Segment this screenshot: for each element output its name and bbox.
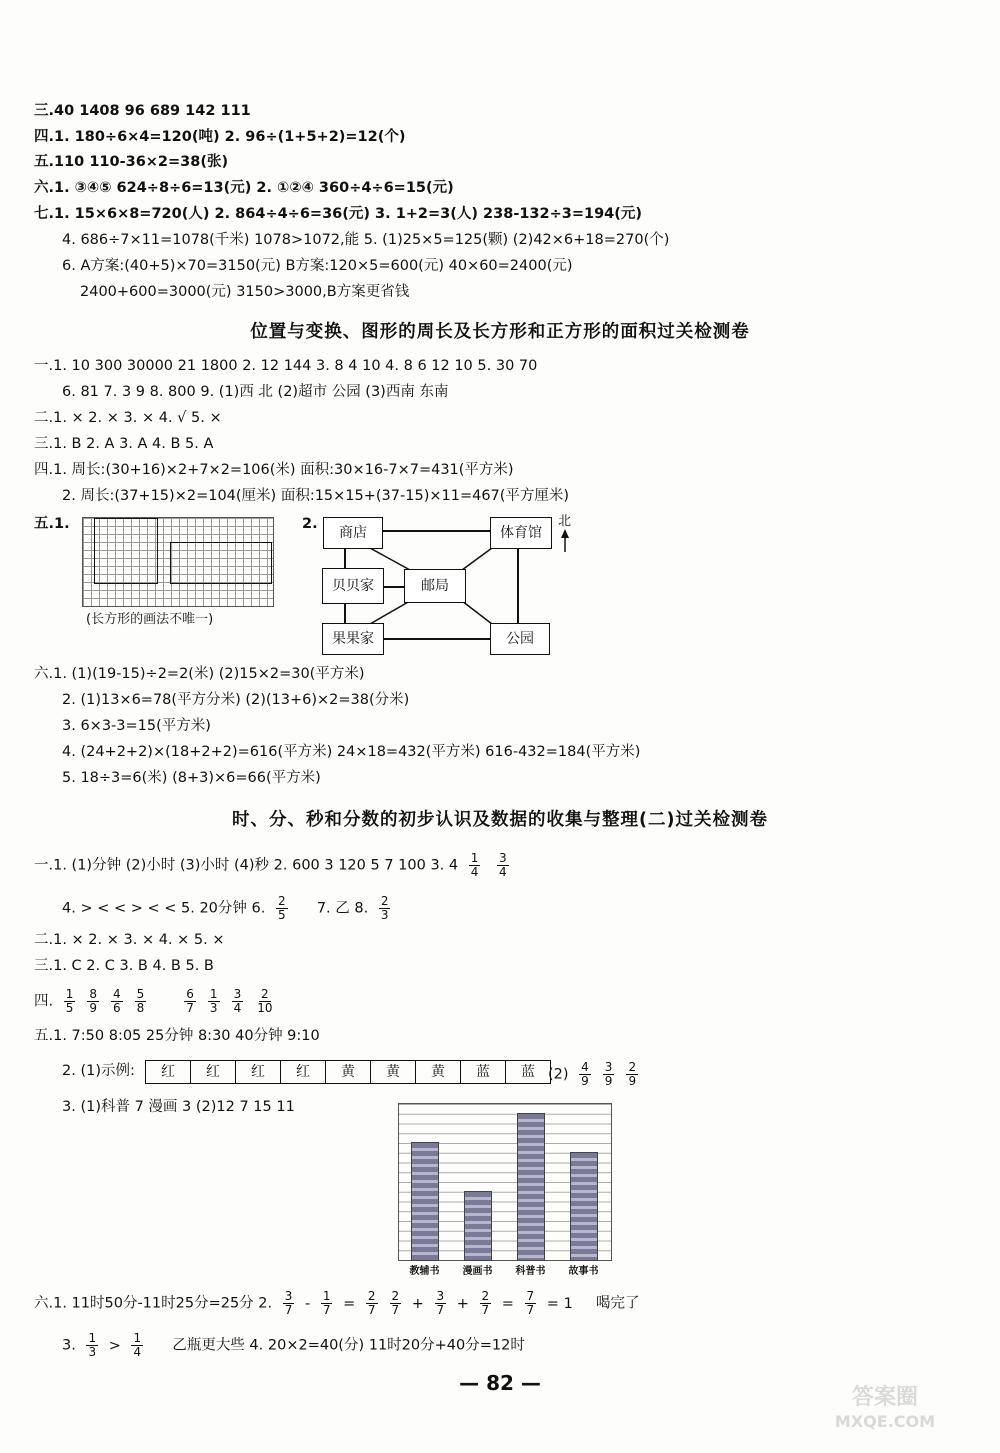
map-path (382, 586, 404, 588)
numerator: 3 (436, 1289, 445, 1303)
numerator: 1 (88, 1331, 97, 1345)
numerator: 2 (380, 894, 389, 908)
answer-line (34, 852, 515, 879)
numerator: 5 (136, 987, 145, 1001)
numerator: 3 (284, 1289, 293, 1303)
answer-line: 一.1. 10 300 30000 21 1800 2. 12 144 3. 8 4 10 4. 8 6 12 10 5. 30 70 (34, 358, 538, 374)
map-path (344, 603, 346, 623)
color-cell: 蓝 (521, 1064, 535, 1080)
fraction-comparison (80, 1331, 149, 1359)
x-tick-label: 故事书 (568, 1266, 599, 1277)
fraction-group (58, 987, 281, 1015)
numerator: 3 (604, 1060, 613, 1074)
fraction (366, 1290, 378, 1317)
answer-text: 4. > < < > < < 5. 20分钟 6. (62, 900, 266, 917)
color-sequence-table (145, 1060, 551, 1084)
answer-line: 6. A方案:(40+5)×70=3150(元) B方案:120×5=600(元) 40×60=2400(元) (62, 258, 573, 274)
fraction (255, 988, 274, 1015)
denominator: 8 (136, 1001, 145, 1015)
north-label: 北 (558, 514, 572, 529)
answer-text: 3. (62, 1337, 76, 1354)
answer-line (548, 1061, 644, 1088)
denominator: 7 (391, 1303, 400, 1317)
answer-line: 4. (24+2+2)×(18+2+2)=616(平方米) 24×18=432(平方米) 616-432=184(平方米) (62, 744, 641, 760)
color-cell: 黄 (326, 1061, 371, 1083)
numerator: 4 (581, 1060, 589, 1074)
map-path (462, 601, 492, 624)
denominator: 7 (481, 1303, 490, 1317)
fraction (626, 1061, 638, 1088)
answer-line: 三.1. C 2. C 3. B 4. B 5. B (34, 958, 214, 974)
answer-text: (2) (548, 1066, 569, 1083)
watermark-logo: 答案圈 MXQE.COM (834, 1385, 936, 1431)
fraction (276, 895, 288, 922)
map-path (370, 601, 410, 624)
map-path (517, 548, 519, 624)
fraction (579, 1061, 591, 1088)
numerator: 2 (628, 1060, 637, 1074)
numerator: 2 (277, 894, 286, 908)
answer-line: 5. 18÷3=6(米) (8+3)×6=66(平方米) (62, 770, 321, 786)
denominator: 7 (367, 1303, 376, 1317)
answer-line: 3. 6×3-3=15(平方米) (62, 718, 211, 734)
answer-line: 六.1. ③④⑤ 624÷8÷6=13(元) 2. ①②④ 360÷4÷6=15(元) (34, 180, 454, 196)
x-tick-label: 教辅书 (409, 1266, 440, 1277)
map-path (370, 530, 492, 532)
fraction-group (573, 1060, 644, 1088)
x-tick-label: 漫画书 (462, 1266, 493, 1277)
answer-line (62, 895, 396, 922)
answer-line: 2. (1)示例: (62, 1063, 135, 1079)
fraction (497, 852, 509, 879)
answer-text: 四. (34, 993, 54, 1010)
map-gym: 体育馆 (490, 517, 552, 549)
map-beibei-home: 贝贝家 (322, 568, 384, 604)
fraction (64, 988, 76, 1015)
section-title: 位置与变换、图形的周长及长方形和正方形的面积过关检测卷 (250, 322, 750, 342)
answer-line: 五.1. 7:50 8:05 25分钟 8:30 40分钟 9:10 (34, 1028, 320, 1044)
fraction (379, 895, 391, 922)
numerator: 2 (481, 1289, 490, 1303)
operator: = (338, 1295, 360, 1312)
operator: > (104, 1337, 126, 1354)
numerator: 2 (261, 987, 269, 1001)
denominator: 5 (277, 908, 286, 922)
answer-text: 乙瓶更大些 4. 20×2=40(分) 11时20分+40分=12时 (172, 1337, 525, 1354)
answer-line (62, 1332, 525, 1359)
denominator: 4 (498, 865, 507, 879)
denominator: 7 (186, 1001, 194, 1015)
answer-line: 二.1. × 2. × 3. × 4. × 5. × (34, 932, 225, 948)
map-path (370, 638, 492, 640)
fraction (469, 852, 481, 879)
fraction (135, 988, 147, 1015)
denominator: 10 (257, 1001, 273, 1015)
denominator: 3 (209, 1001, 218, 1015)
answer-text: 六.1. 11时50分-11时25分=25分 2. (34, 1295, 273, 1312)
operator: 1 (563, 1295, 578, 1312)
map-path (370, 548, 410, 570)
color-cell: 红 (191, 1061, 236, 1083)
color-cell: 红 (281, 1061, 326, 1083)
fraction-equation (277, 1289, 578, 1317)
question-label: 2. (302, 516, 318, 532)
numerator: 1 (133, 1331, 142, 1345)
map-post-office: 邮局 (404, 569, 466, 603)
operator: + (407, 1295, 429, 1312)
rectangle-drawing (170, 542, 272, 584)
square-drawing (94, 518, 158, 584)
answer-line: 七.1. 15×6×8=720(人) 2. 864÷4÷6=36(元) 3. 1+2=3(人) 238-132÷3=194(元) (34, 206, 643, 222)
denominator: 4 (133, 1345, 142, 1359)
numerator: 6 (186, 987, 194, 1001)
denominator: 4 (233, 1001, 242, 1015)
answer-line: 三.1. B 2. A 3. A 4. B 5. A (34, 436, 214, 452)
denominator: 5 (65, 1001, 74, 1015)
fraction (184, 988, 196, 1015)
fraction (86, 1332, 98, 1359)
numerator: 3 (233, 987, 242, 1001)
fraction (321, 1290, 333, 1317)
fraction (208, 988, 220, 1015)
bar-教辅书 (411, 1142, 440, 1261)
denominator: 3 (88, 1345, 97, 1359)
answer-line: 六.1. (1)(19-15)÷2=2(米) (2)15×2=30(平方米) (34, 666, 365, 682)
answer-line: 四.1. 周长:(30+16)×2+7×2=106(米) 面积:30×16-7×7=431(平方米) (34, 462, 514, 478)
denominator: 9 (581, 1074, 589, 1088)
map-path (462, 548, 492, 570)
bar-科普书 (517, 1113, 546, 1261)
map-park: 公园 (490, 623, 550, 655)
section-title: 时、分、秒和分数的初步认识及数据的收集与整理(二)过关检测卷 (232, 810, 768, 830)
page-number: — 82 — (459, 1371, 541, 1395)
grid-caption: (长方形的画法不唯一) (86, 612, 214, 627)
denominator: 7 (284, 1303, 293, 1317)
denominator: 7 (436, 1303, 445, 1317)
answer-line: 三.40 1408 96 689 142 111 (34, 103, 251, 119)
denominator: 7 (526, 1303, 535, 1317)
color-cell: 红 (146, 1061, 191, 1083)
answer-line (34, 1290, 640, 1317)
map-shop: 商店 (323, 517, 383, 549)
bar-故事书 (570, 1152, 599, 1261)
answer-text: 喝完了 (596, 1295, 640, 1312)
numerator: 4 (113, 987, 121, 1001)
fraction (390, 1290, 402, 1317)
denominator: 9 (628, 1074, 637, 1088)
numerator: 2 (391, 1289, 400, 1303)
map-path (344, 548, 346, 568)
numerator: 1 (209, 987, 218, 1001)
answer-line (34, 988, 280, 1015)
numerator: 8 (89, 987, 97, 1001)
numerator: 1 (470, 851, 479, 865)
denominator: 9 (89, 1001, 97, 1015)
answer-line: 4. 686÷7×11=1078(千米) 1078>1072,能 5. (1)25×5=125(颗) (2)42×6+18=270(个) (62, 232, 670, 248)
denominator: 6 (113, 1001, 121, 1015)
answer-line: 6. 81 7. 3 9 8. 800 9. (1)西 北 (2)超市 公园 (3)西南 东南 (62, 384, 449, 400)
fraction (480, 1290, 492, 1317)
answer-line: 2400+600=3000(元) 3150>3000,B方案更省钱 (80, 284, 410, 300)
numerator: 2 (367, 1289, 376, 1303)
denominator: 4 (470, 865, 479, 879)
numerator: 1 (322, 1289, 331, 1303)
color-cell: 红 (236, 1061, 281, 1083)
question-label: 五.1. (34, 516, 70, 532)
fraction (525, 1290, 537, 1317)
numerator: 3 (498, 851, 507, 865)
answer-text: 一.1. (1)分钟 (2)小时 (3)小时 (4)秒 2. 600 3 120 5 7 100 3. 4 (34, 857, 459, 874)
fraction (131, 1332, 143, 1359)
answer-line: 2. 周长:(37+15)×2=104(厘米) 面积:15×15+(37-15)×11=467(平方厘米) (62, 488, 570, 504)
denominator: 7 (322, 1303, 331, 1317)
fraction (283, 1290, 295, 1317)
fraction (603, 1061, 615, 1088)
denominator: 9 (604, 1074, 613, 1088)
bar-漫画书 (464, 1191, 493, 1261)
operator: + (452, 1295, 474, 1312)
answer-text: 7. 乙 8. (316, 900, 369, 917)
color-cell: 黄 (371, 1061, 416, 1083)
answer-line: 二.1. × 2. × 3. × 4. √ 5. × (34, 410, 222, 426)
x-tick-label: 科普书 (515, 1266, 546, 1277)
operator: - (300, 1295, 315, 1312)
answer-line: 2. (1)13×6=78(平方分米) (2)(13+6)×2=38(分米) (62, 692, 410, 708)
answer-line: 五.110 110-36×2=38(张) (34, 154, 229, 170)
answer-line: 四.1. 180÷6×4=120(吨) 2. 96÷(1+5+2)=12(个) (34, 129, 406, 145)
map-guoguo-home: 果果家 (322, 623, 384, 655)
fraction (435, 1290, 447, 1317)
fraction (87, 988, 99, 1015)
numerator: 7 (526, 1289, 535, 1303)
numerator: 1 (65, 987, 74, 1001)
color-cell: 蓝 (461, 1061, 506, 1083)
operator: = (542, 1295, 564, 1312)
color-cell: 黄 (416, 1061, 461, 1083)
answer-line: 3. (1)科普 7 漫画 3 (2)12 7 15 11 (62, 1099, 295, 1115)
operator: = (497, 1295, 519, 1312)
fraction (232, 988, 244, 1015)
denominator: 3 (380, 908, 389, 922)
fraction (111, 988, 123, 1015)
